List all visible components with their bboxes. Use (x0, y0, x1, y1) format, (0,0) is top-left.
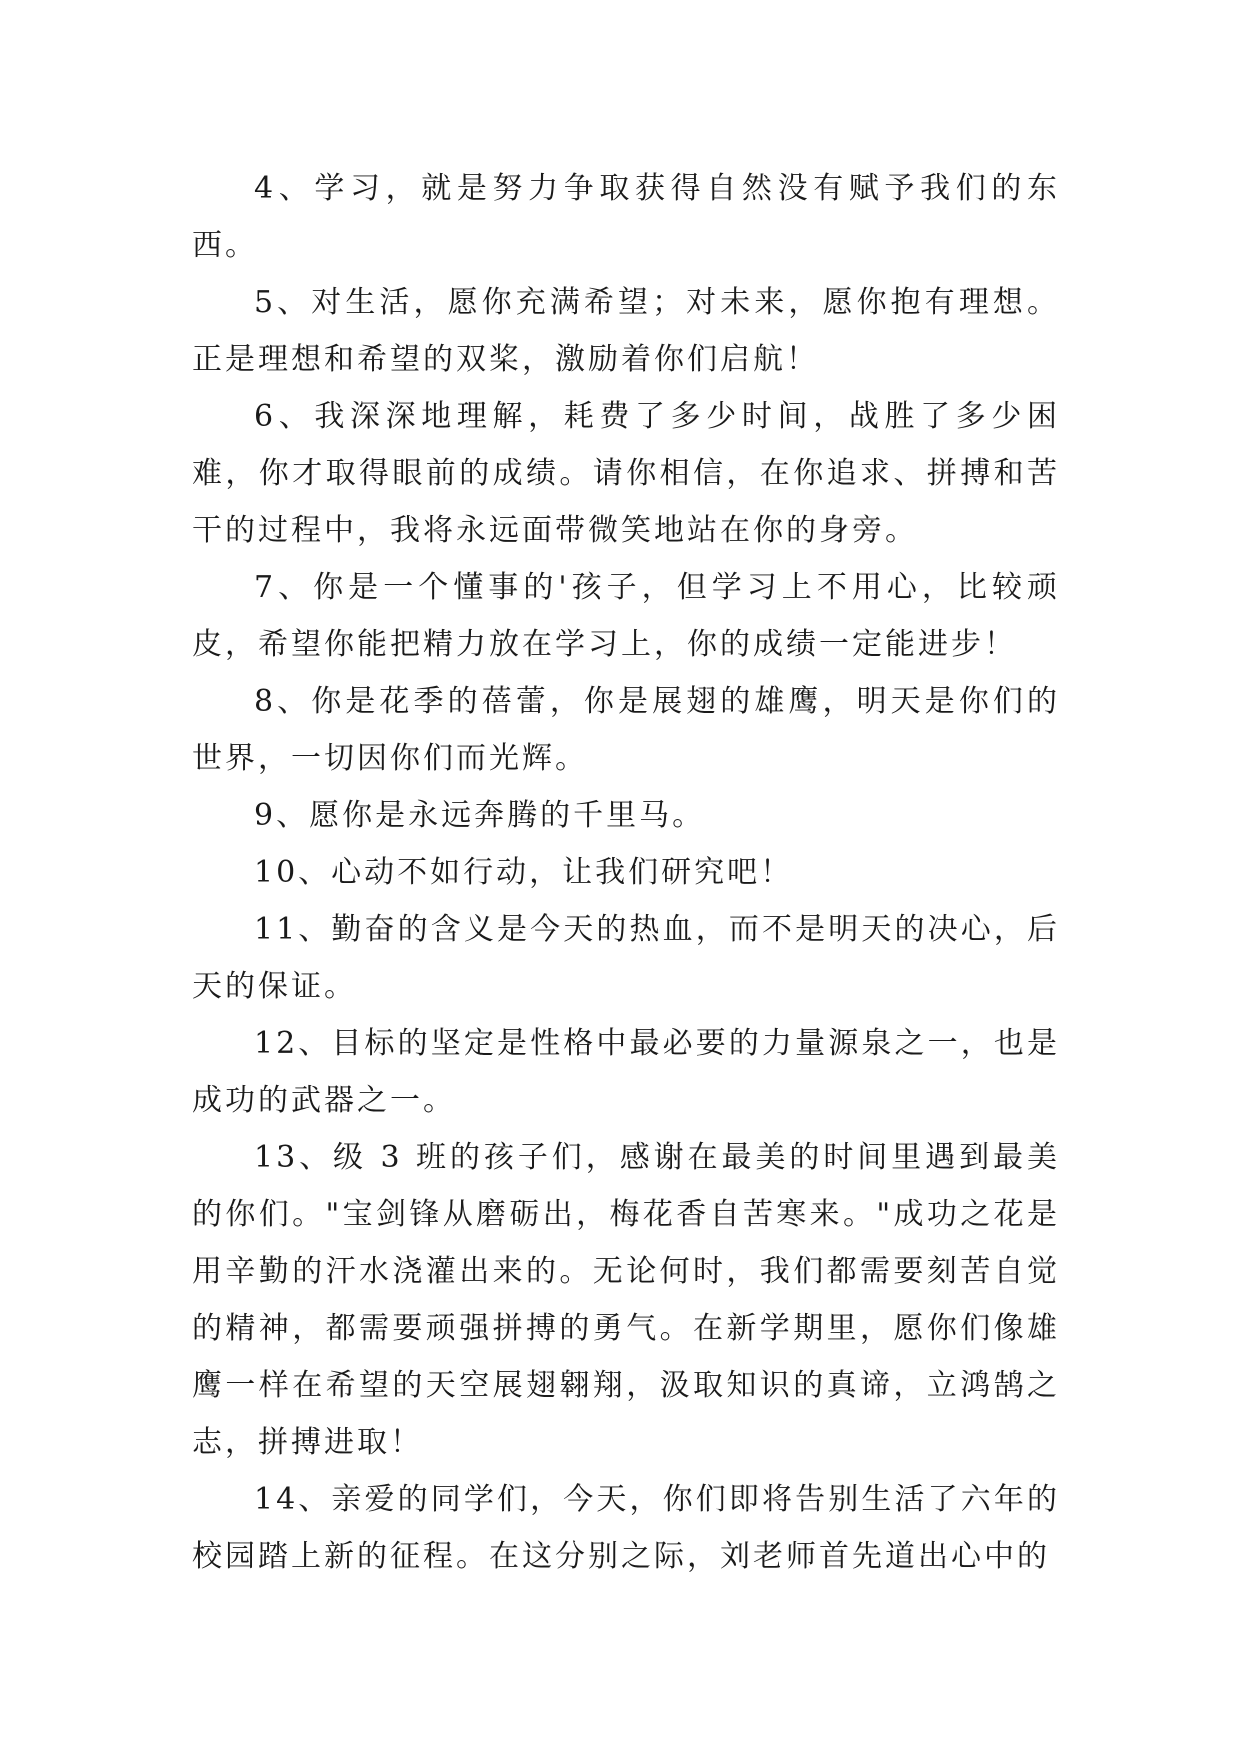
document-body (192, 160, 1060, 1585)
paragraph-4: 4、学习，就是努力争取获得自然没有赋予我们的东西。 (192, 171, 1060, 263)
paragraph-14: 14、亲爱的同学们，今天，你们即将告别生活了六年的校园踏上新的征程。在这分别之际，刘老师首先道出心中的 (192, 1482, 1060, 1574)
paragraph-10: 10、心动不如行动，让我们研究吧！ (254, 855, 794, 890)
paragraph-7: 7、你是一个懂事的'孩子，但学习上不用心，比较顽皮，希望你能把精力放在学习上，你的成绩一定能进步！ (192, 570, 1060, 662)
paragraph-11: 11、勤奋的含义是今天的热血，而不是明天的决心，后天的保证。 (192, 912, 1060, 1004)
paragraph-8: 8、你是花季的蓓蕾，你是展翅的雄鹰，明天是你们的世界，一切因你们而光辉。 (192, 684, 1060, 776)
paragraph-5: 5、对生活，愿你充满希望；对未来，愿你抱有理想。正是理想和希望的双桨，激励着你们启航！ (192, 285, 1060, 377)
paragraph-6: 6、我深深地理解，耗费了多少时间，战胜了多少困难，你才取得眼前的成绩。请你相信，在你追求、拼搏和苦干的过程中，我将永远面带微笑地站在你的身旁。 (192, 399, 1060, 548)
paragraph-13: 13、级 3 班的孩子们，感谢在最美的时间里遇到最美的你们。"宝剑锋从磨砺出，梅花香自苦寒来。"成功之花是用辛勤的汗水浇灌出来的。无论何时，我们都需要刻苦自觉的精神，都需要顽强拼搏的勇气。在新学期里，愿你们像雄鹰一样在希望的天空展翅翱翔，汲取知识的真谛，立鸿鹄之志，拼搏进取！ (192, 1140, 1060, 1460)
paragraph-9: 9、愿你是永远奔腾的千里马。 (254, 798, 706, 833)
paragraph-12: 12、目标的坚定是性格中最必要的力量源泉之一，也是成功的武器之一。 (192, 1026, 1060, 1118)
